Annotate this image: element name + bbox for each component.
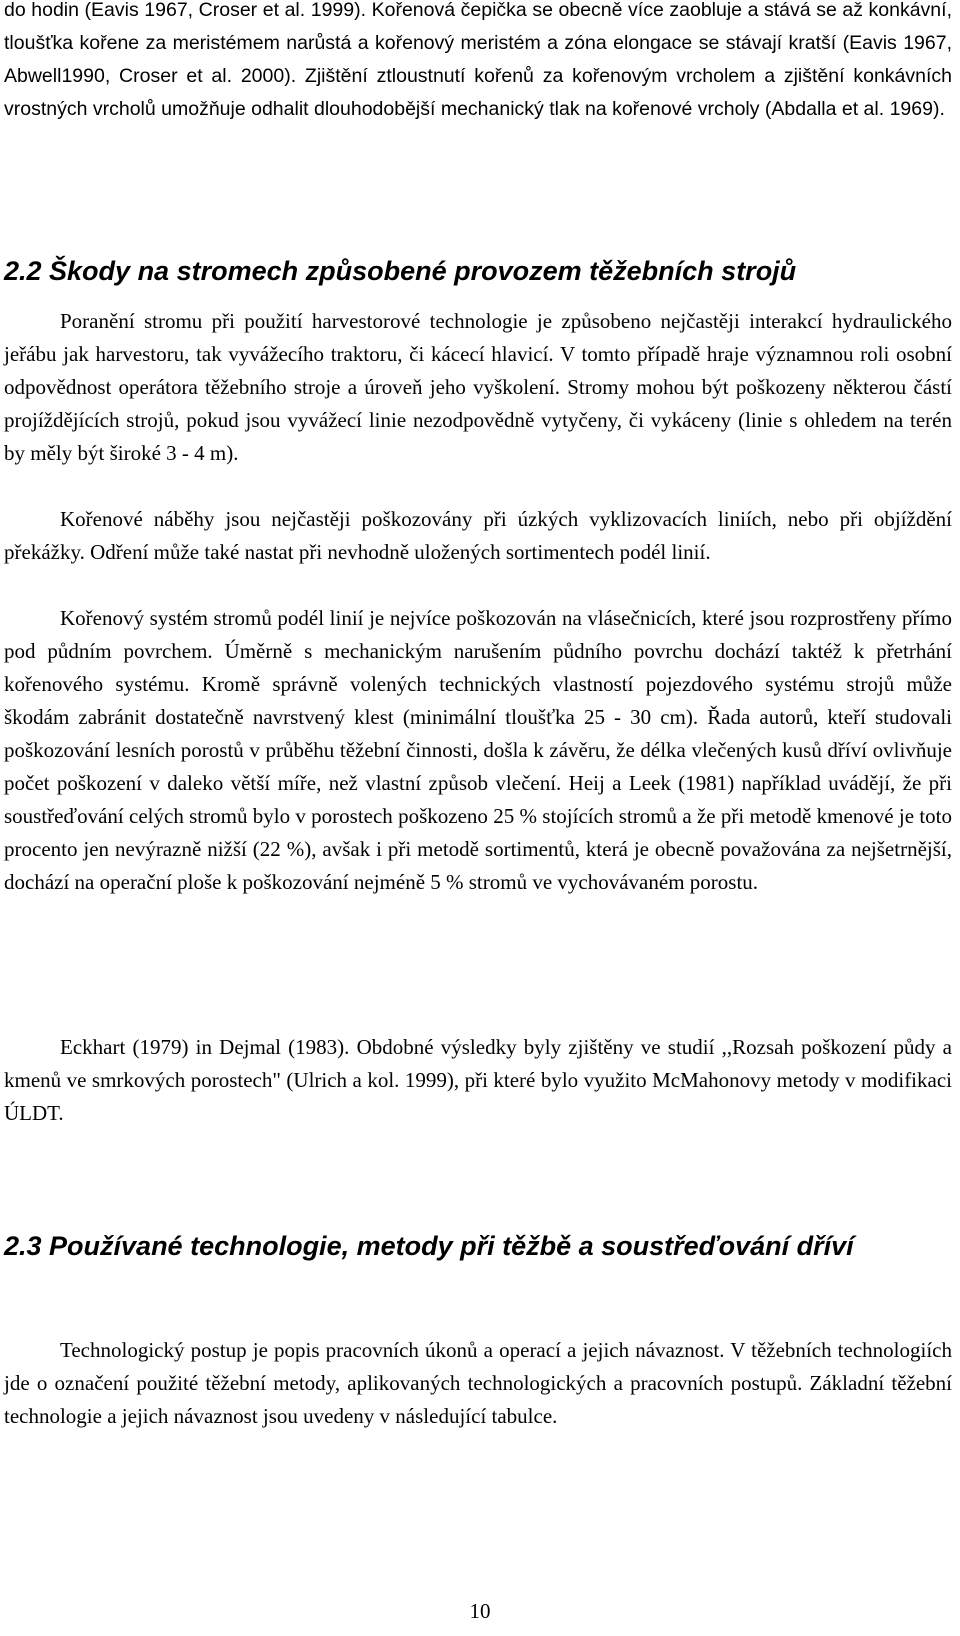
paragraph-2-2-2: Kořenové náběhy jsou nejčastěji poškozovány při úzkých vyklizovacích liniích, nebo při objíždění překážky. Odření může také nastat při nevhodně uložených sortimentech podél linií. [4,507,952,564]
page-number: 10 [469,1599,491,1623]
intro-paragraph: do hodin (Eavis 1967, Croser et al. 1999). Kořenová čepička se obecně více zaobluje a stává se až konkávní, tloušťka kořene za meristémem narůstá a kořenový meristém a zóna elongace se stávají kratší (Eavis 1967, Abwell1990, Croser et al. 2000). Zjištění ztloustnutí kořenů za kořenovým vrcholem a zjištění konkávních vrostných vrcholů umožňuje odhalit dlouhodobější mechanický tlak na kořenové vrcholy (Abdalla et al. 1969). [4,0,952,120]
paragraph-2-2-4: Eckhart (1979) in Dejmal (1983). Obdobné výsledky byly zjištěny ve studií ,,Rozsah poškození půdy a kmenů ve smrkových porostech" (Ulrich a kol. 1999), při které bylo využito McMahonovy metody v modifikaci ÚLDT. [4,1035,952,1125]
paragraph-2-2-1: Poranění stromu při použití harvestorové technologie je způsobeno nejčastěji interakcí hydraulického jeřábu jak harvestoru, tak vyvážecího traktoru, či kácecí hlavicí. V tomto případě hraje významnou roli osobní odpovědnost operátora těžebního stroje a úroveň jeho vyškolení. Stromy mohou být poškozeny některou částí projíždějících strojů, pokud jsou vyvážecí linie nezodpovědně vytyčeny, či vykáceny (linie s ohledem na terén by měly být široké 3 - 4 m). [4,309,952,465]
section-heading-2-2: 2.2 Škody na stromech způsobené provozem těžebních strojů [4,256,797,286]
section-heading-2-3: 2.3 Používané technologie, metody při těžbě a soustřeďování dříví [4,1231,854,1261]
paragraph-2-2-3: Kořenový systém stromů podél linií je nejvíce poškozován na vlásečnicích, které jsou rozprostřeny přímo pod půdním povrchem. Úměrně s mechanickým narušením půdního povrchu dochází taktéž k přetrhání kořenového systému. Kromě správně volených technických vlastností pojezdového systému strojů může škodám zabránit dostatečně navrstvený klest (minimální tloušťka 25 - 30 cm). Řada autorů, kteří studovali poškozování lesních porostů v průběhu těžební činnosti, došla k závěru, že délka vlečených kusů dříví ovlivňuje počet poškození v daleko větší míře, než vlastní způsob vlečení. Heij a Leek (1981) například uvádějí, že při soustřeďování celých stromů bylo v porostech poškozeno 25 % stojících stromů a že při metodě kmenové je toto procento jen nevýrazně nižší (22 %), avšak i při metodě sortimentů, která je obecně považována za nejšetrnější, dochází na operační ploše k poškozování nejméně 5 % stromů ve vychovávaném porostu. [4,606,952,894]
paragraph-2-3-1: Technologický postup je popis pracovních úkonů a operací a jejich návaznost. V těžebních technologiích jde o označení použité těžební metody, aplikovaných technologických a pracovních postupů. Základní těžební technologie a jejich návaznost jsou uvedeny v následující tabulce. [4,1338,952,1428]
